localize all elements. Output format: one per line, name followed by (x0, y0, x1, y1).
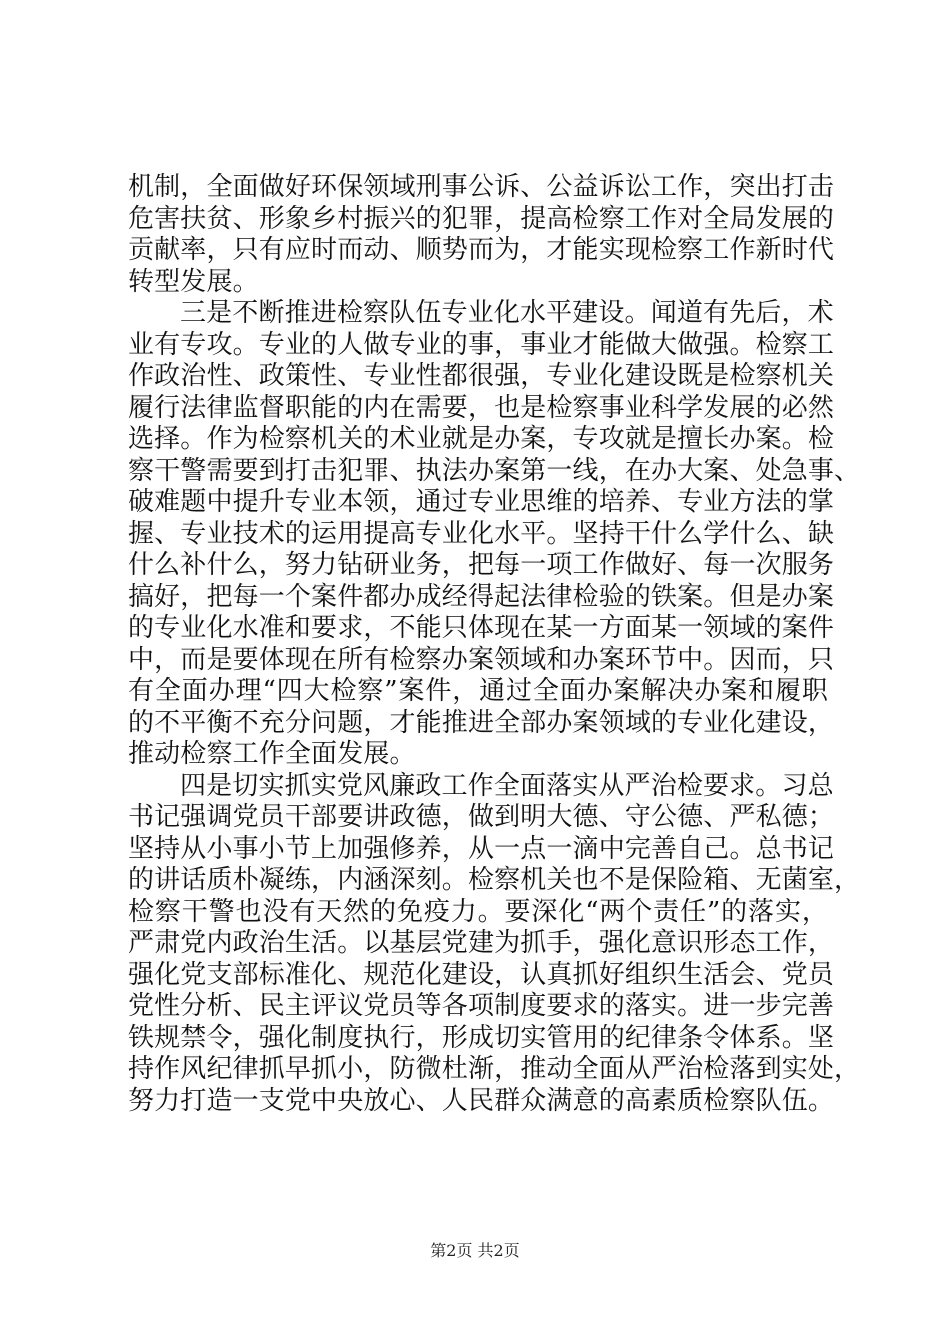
text-line: 什么补什么，努力钻研业务，把每一项工作做好、每一次服务 (128, 550, 835, 580)
text-line: 察干警需要到打击犯罪、执法办案第一线，在办大案、处急事、 (128, 455, 861, 486)
text-line: 书记强调党员干部要讲政德，做到明大德、守公德、严私德； (128, 802, 835, 832)
text-line: 搞好，把每一个案件都办成经得起法律检验的铁案。但是办案 (128, 581, 835, 612)
text-line: 业有专攻。专业的人做专业的事，事业才能做大做强。检察工 (128, 329, 835, 360)
text-line: 的不平衡不充分问题，才能推进全部办案领域的专业化建设， (128, 707, 835, 738)
text-line: 党性分析、民主评议党员等各项制度要求的落实。进一步完善 (128, 991, 835, 1021)
text-line: 握、专业技术的运用提高专业化水平。坚持干什么学什么、缺 (128, 518, 835, 549)
text-line: 贡献率，只有应时而动、顺势而为，才能实现检察工作新时代 (128, 235, 835, 265)
text-line: 推动检察工作全面发展。 (128, 739, 416, 769)
text-line: 作政治性、政策性、专业性都很强，专业化建设既是检察机关 (128, 361, 835, 391)
text-line: 强化党支部标准化、规范化建设，认真抓好组织生活会、党员 (128, 959, 835, 990)
text-line: 有全面办理“四大检察”案件，通过全面办案解决办案和履职 (128, 676, 828, 706)
text-line: 机制，全面做好环保领域刑事公诉、公益诉讼工作，突出打击 (128, 172, 835, 202)
text-line: 铁规禁令，强化制度执行，形成切实管用的纪律条令体系。坚 (128, 1022, 835, 1053)
text-line: 持作风纪律抓早抓小，防微杜渐，推动全面从严治检落到实处， (128, 1054, 861, 1084)
text-line: 破难题中提升专业本领，通过专业思维的培养、专业方法的掌 (128, 487, 835, 517)
text-line: 检察干警也没有天然的免疫力。要深化“两个责任”的落实， (128, 896, 828, 927)
text-line: 努力打造一支党中央放心、人民群众满意的高素质检察队伍。 (128, 1085, 835, 1116)
text-line: 转型发展。 (128, 266, 259, 297)
text-line: 严肃党内政治生活。以基层党建为抓手，强化意识形态工作， (128, 928, 835, 958)
text-line: 坚持从小事小节上加强修养，从一点一滴中完善自己。总书记 (128, 833, 835, 864)
text-line: 的讲话质朴凝练，内涵深刻。检察机关也不是保险箱、无菌室， (128, 865, 861, 895)
text-line: 中，而是要体现在所有检察办案领域和办案环节中。因而，只 (128, 644, 835, 675)
page-footer: 第2页 共2页 (430, 1241, 520, 1260)
text-line: 的专业化水准和要求，不能只体现在某一方面某一领域的案件 (128, 613, 835, 643)
paragraph-first-line: 三是不断推进检察队伍专业化水平建设。闻道有先后，术 (180, 298, 834, 328)
document-body (128, 172, 861, 1117)
text-line: 危害扶贫、形象乡村振兴的犯罪，提高检察工作对全局发展的 (128, 203, 835, 234)
paragraph-first-line: 四是切实抓实党风廉政工作全面落实从严治检要求。习总 (180, 770, 834, 801)
text-line: 履行法律监督职能的内在需要，也是检察事业科学发展的必然 (128, 392, 835, 423)
text-line: 选择。作为检察机关的术业就是办案，专攻就是擅长办案。检 (128, 424, 835, 454)
